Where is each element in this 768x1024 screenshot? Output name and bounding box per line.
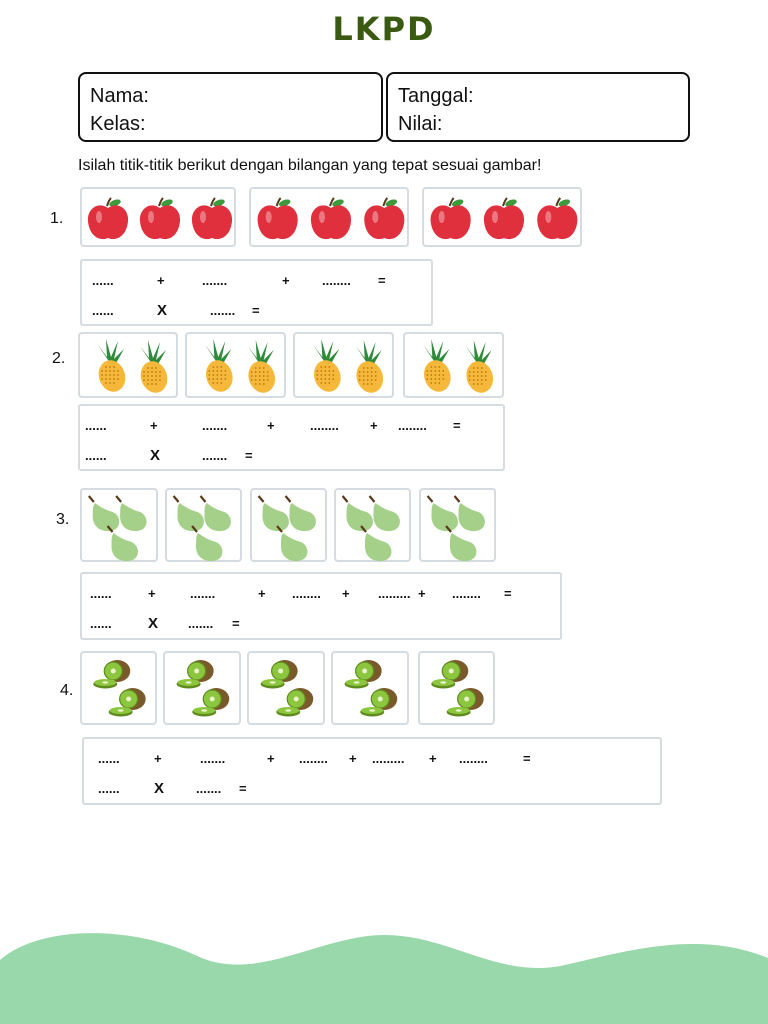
equals-sign: = <box>239 781 247 796</box>
pear-icon <box>370 496 400 531</box>
plus-sign: + <box>267 418 275 433</box>
problem-number: 2. <box>52 350 66 367</box>
equals-sign: = <box>523 751 531 766</box>
apple-icon <box>258 198 298 239</box>
fruit-group-box <box>331 651 409 725</box>
fruit-group-box <box>80 488 158 562</box>
answer-blank[interactable]: ....... <box>188 616 214 631</box>
kiwi-icon <box>360 688 397 717</box>
problem-number: 1. <box>50 210 64 227</box>
pear-icon <box>192 526 222 561</box>
fruit-group-box <box>334 488 411 562</box>
equation-box <box>78 404 505 471</box>
plus-sign: + <box>418 586 426 601</box>
fruit-group-box <box>165 488 242 562</box>
fruit-group-box <box>163 651 241 725</box>
answer-blank[interactable]: ......... <box>372 751 405 766</box>
fruit-group-box <box>80 187 236 247</box>
kiwi-icon <box>276 688 313 717</box>
fruit-group-box <box>249 187 409 247</box>
answer-blank[interactable]: ....... <box>196 781 222 796</box>
pineapple-icon <box>244 340 279 396</box>
apple-icon <box>364 198 404 239</box>
equals-sign: = <box>232 616 240 631</box>
pineapple-icon <box>202 339 237 395</box>
date-label[interactable]: Tanggal: <box>398 85 474 107</box>
answer-blank[interactable]: ....... <box>202 273 228 288</box>
answer-blank[interactable]: ....... <box>202 418 228 433</box>
apple-icon <box>192 198 232 239</box>
pear-icon <box>108 526 138 561</box>
pear-icon <box>343 496 373 531</box>
plus-sign: + <box>148 586 156 601</box>
answer-blank[interactable]: ........ <box>398 418 427 433</box>
pear-icon <box>286 496 316 531</box>
plus-sign: + <box>258 586 266 601</box>
fruit-group-box <box>419 488 496 562</box>
plus-sign: + <box>267 751 275 766</box>
pear-icon <box>201 496 231 531</box>
apple-icon <box>431 198 471 239</box>
kiwi-icon <box>447 688 484 717</box>
answer-blank[interactable]: ....... <box>202 448 228 463</box>
equals-sign: = <box>453 418 461 433</box>
kiwi-icon <box>192 688 229 717</box>
answer-blank[interactable]: ........ <box>459 751 488 766</box>
equals-sign: = <box>245 448 253 463</box>
answer-blank[interactable]: ...... <box>92 273 114 288</box>
kiwi-icon <box>261 660 298 689</box>
page-title: LKPD <box>332 10 436 48</box>
times-sign: X <box>157 302 168 319</box>
equals-sign: = <box>504 586 512 601</box>
kiwi-icon <box>177 660 214 689</box>
fruit-group-box <box>247 651 325 725</box>
pear-icon <box>361 526 391 561</box>
answer-blank[interactable]: ....... <box>190 586 216 601</box>
score-label[interactable]: Nilai: <box>398 113 443 135</box>
pear-icon <box>446 526 476 561</box>
pear-icon <box>428 496 458 531</box>
apple-icon <box>140 198 180 239</box>
pineapple-icon <box>352 340 387 396</box>
answer-blank[interactable]: ....... <box>210 303 236 318</box>
answer-blank[interactable]: ........ <box>310 418 339 433</box>
answer-blank[interactable]: ...... <box>90 586 112 601</box>
pear-icon <box>277 526 307 561</box>
problem-number: 3. <box>56 511 70 528</box>
date-score-box <box>386 72 690 142</box>
answer-blank[interactable]: ...... <box>85 448 107 463</box>
pear-icon <box>116 496 146 531</box>
apple-icon <box>88 198 128 239</box>
equation-box <box>80 259 433 326</box>
answer-blank[interactable]: ...... <box>92 303 114 318</box>
fruit-group-box <box>78 332 178 398</box>
class-label[interactable]: Kelas: <box>90 113 146 135</box>
wave-decoration <box>0 930 768 1024</box>
fruit-group-box <box>422 187 582 247</box>
pineapple-icon <box>137 340 172 396</box>
equation-box <box>82 737 662 805</box>
apple-icon <box>311 198 351 239</box>
answer-blank[interactable]: ...... <box>90 616 112 631</box>
plus-sign: + <box>157 273 165 288</box>
fruit-group-box <box>80 651 157 725</box>
plus-sign: + <box>154 751 162 766</box>
apple-icon <box>537 198 577 239</box>
pineapple-icon <box>462 340 497 396</box>
answer-blank[interactable]: ...... <box>98 751 120 766</box>
name-label[interactable]: Nama: <box>90 85 149 107</box>
problem-number: 4. <box>60 682 74 699</box>
answer-blank[interactable]: ...... <box>85 418 107 433</box>
plus-sign: + <box>429 751 437 766</box>
fruit-group-box <box>293 332 394 398</box>
answer-blank[interactable]: ........ <box>299 751 328 766</box>
pear-icon <box>174 496 204 531</box>
answer-blank[interactable]: ........ <box>452 586 481 601</box>
pear-icon <box>455 496 485 531</box>
answer-blank[interactable]: ........ <box>322 273 351 288</box>
fruit-group-box <box>418 651 495 725</box>
answer-blank[interactable]: ....... <box>200 751 226 766</box>
times-sign: X <box>154 780 165 797</box>
plus-sign: + <box>349 751 357 766</box>
equals-sign: = <box>252 303 260 318</box>
plus-sign: + <box>342 586 350 601</box>
equals-sign: = <box>378 273 386 288</box>
pineapple-icon <box>95 339 130 395</box>
kiwi-icon <box>345 660 382 689</box>
kiwi-icon <box>109 688 146 717</box>
apple-icon <box>484 198 524 239</box>
pear-icon <box>89 496 119 531</box>
kiwi-icon <box>93 660 130 689</box>
kiwi-icon <box>431 660 468 689</box>
student-info-box <box>78 72 383 142</box>
answer-blank[interactable]: ...... <box>98 781 120 796</box>
answer-blank[interactable]: ........ <box>292 586 321 601</box>
fruit-group-box <box>185 332 286 398</box>
fruit-group-box <box>250 488 327 562</box>
plus-sign: + <box>150 418 158 433</box>
times-sign: X <box>150 447 161 464</box>
fruit-group-box <box>403 332 504 398</box>
equation-box <box>80 572 562 640</box>
pineapple-icon <box>310 339 345 395</box>
times-sign: X <box>148 615 159 632</box>
plus-sign: + <box>282 273 290 288</box>
instruction-text: Isilah titik-titik berikut dengan bilangan yang tepat sesuai gambar! <box>78 157 542 174</box>
pineapple-icon <box>420 339 455 395</box>
plus-sign: + <box>370 418 378 433</box>
pear-icon <box>259 496 289 531</box>
answer-blank[interactable]: ......... <box>378 586 411 601</box>
